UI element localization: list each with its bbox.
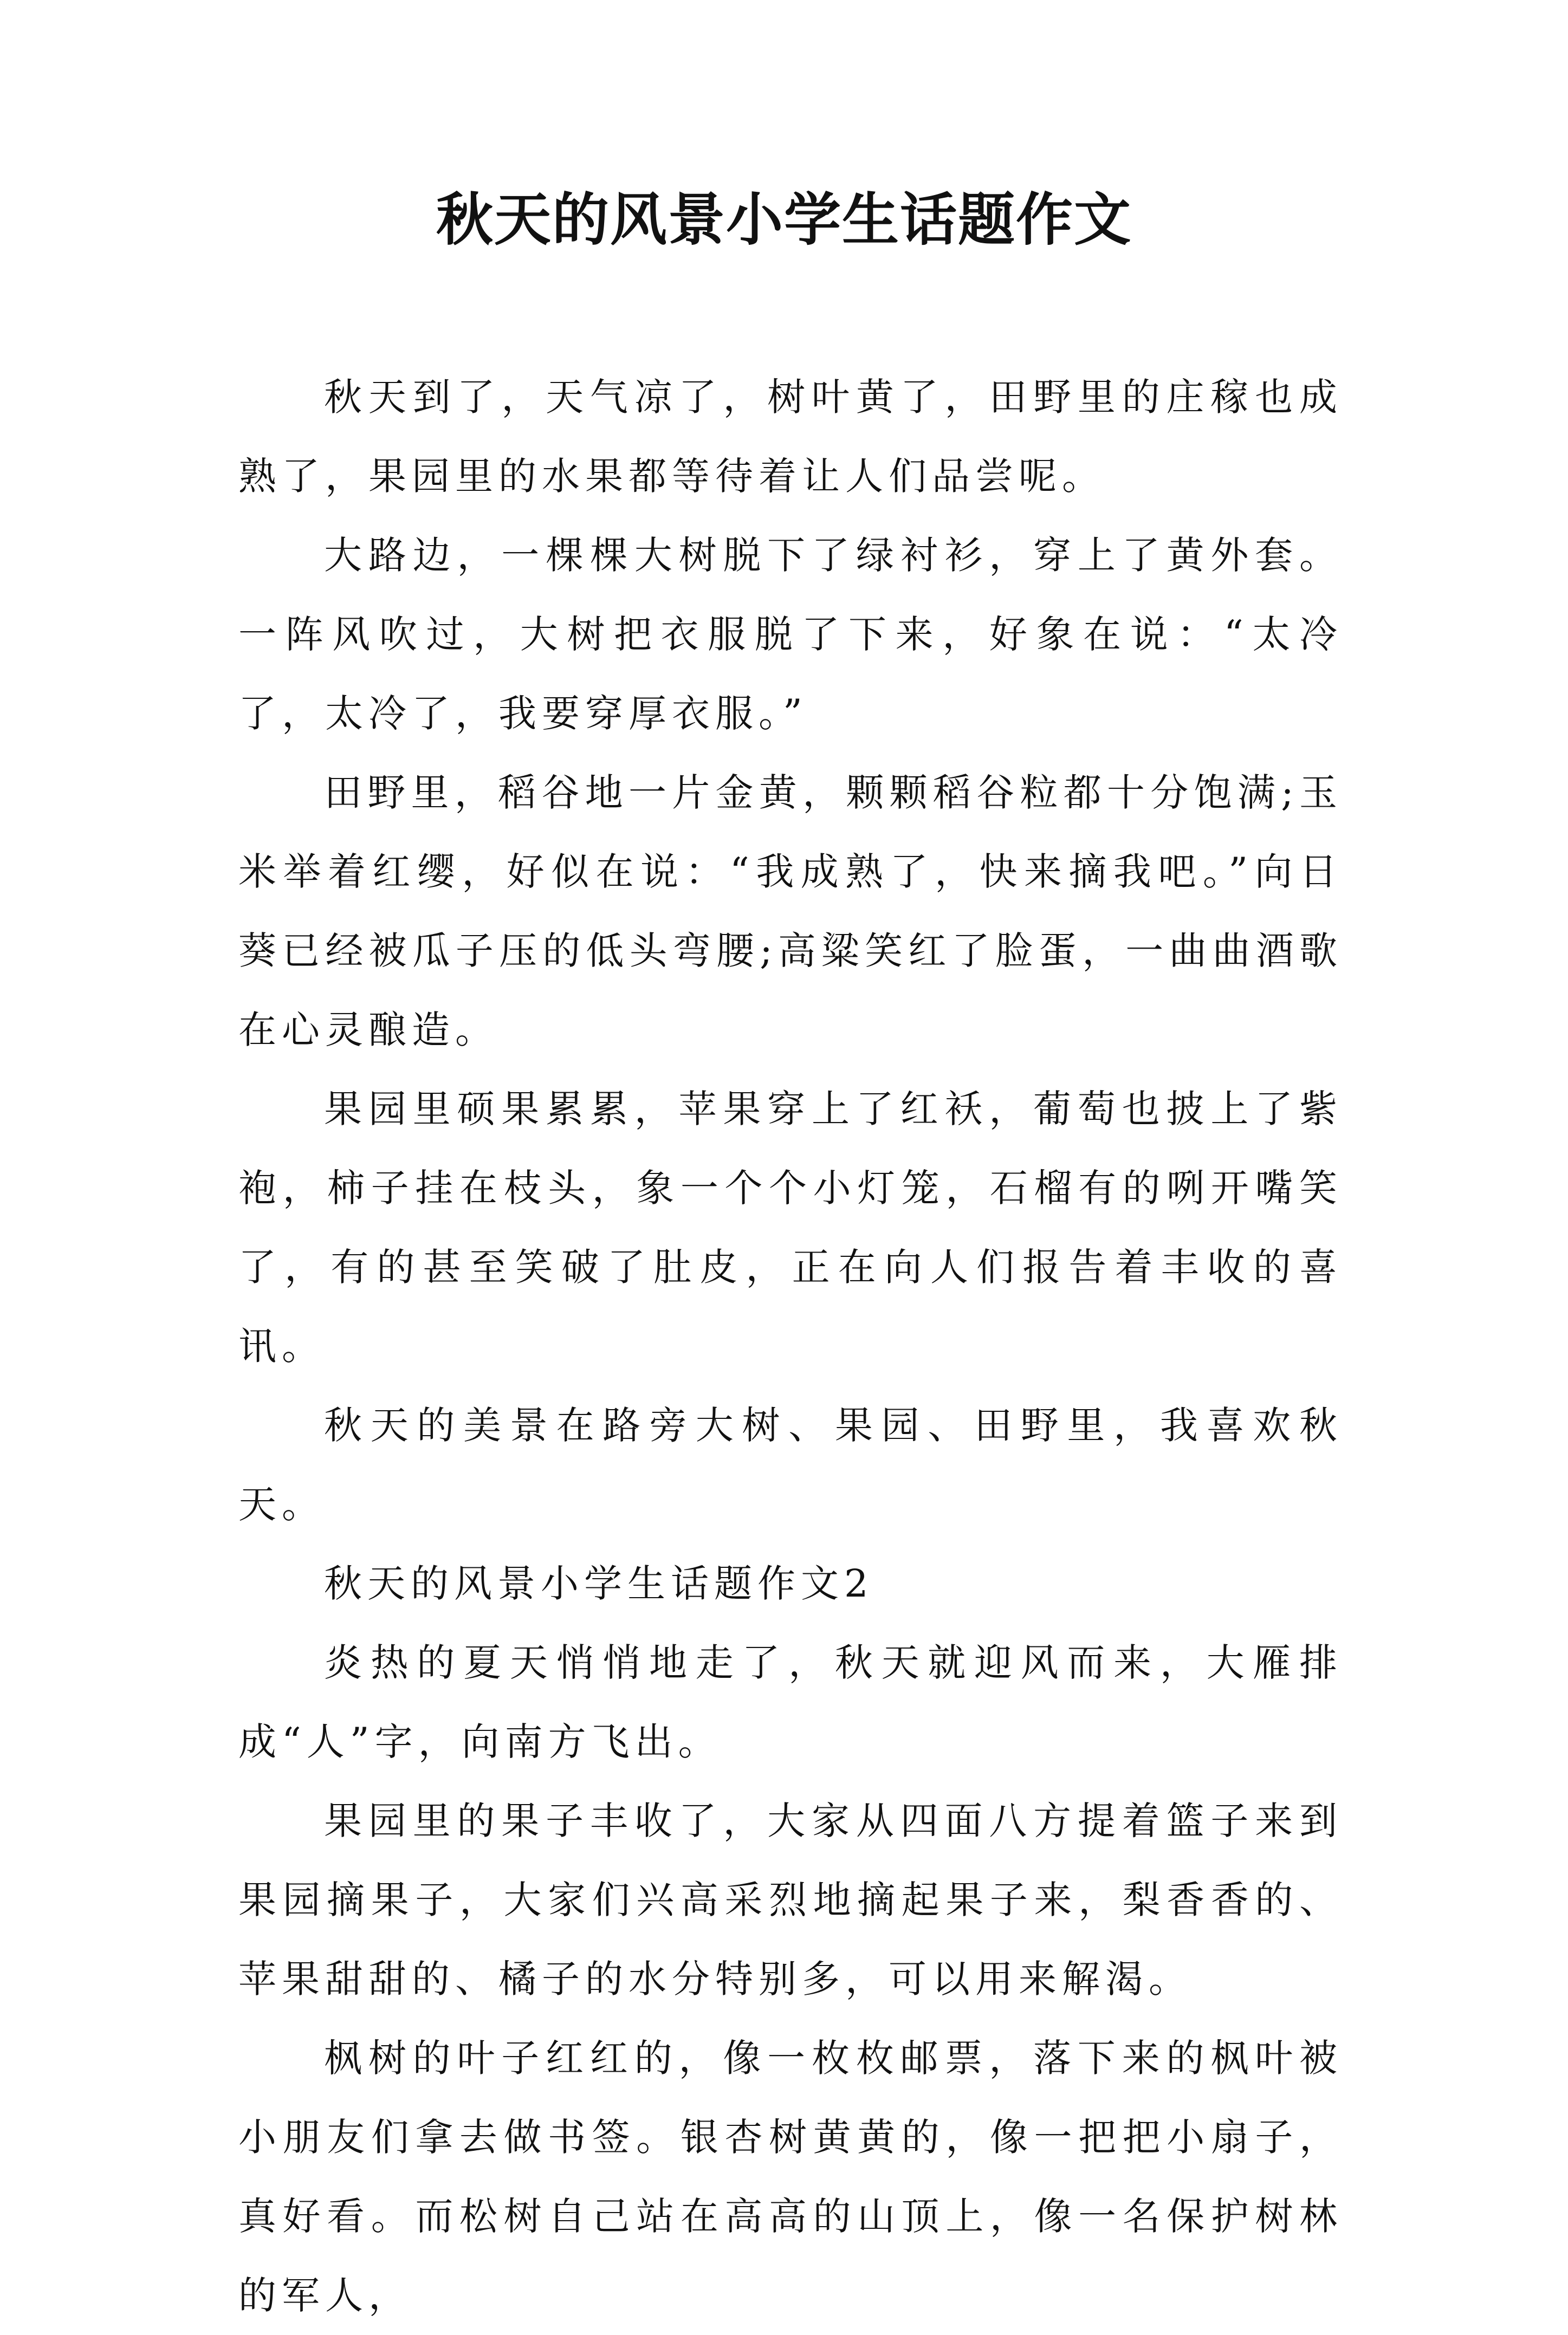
document-body [238,358,1343,2335]
paragraph: 田野里，稻谷地一片金黄，颗颗稻谷粒都十分饱满;玉米举着红缨，好似在说：“我成熟了，快来摘我吧。”向日葵已经被瓜子压的低头弯腰;高粱笑红了脸蛋，一曲曲酒歌在心灵酿造。 [238,770,1343,1052]
section-heading: 秋天的风景小学生话题作文2 [324,1561,874,1606]
paragraph: 果园里硕果累累，苹果穿上了红袄，葡萄也披上了紫袍，柿子挂在枝头，象一个个小灯笼，石榴有的咧开嘴笑了，有的甚至笑破了肚皮，正在向人们报告着丰收的喜讯。 [238,1087,1343,1368]
paragraph: 秋天到了，天气凉了，树叶黄了，田野里的庄稼也成熟了，果园里的水果都等待着让人们品尝呢。 [238,375,1343,498]
paragraph: 秋天的美景在路旁大树、果园、田野里，我喜欢秋天。 [238,1403,1343,1527]
paragraph: 果园里的果子丰收了，大家从四面八方提着篮子来到果园摘果子，大家们兴高采烈地摘起果子来，梨香香的、苹果甜甜的、橘子的水分特别多，可以用来解渴。 [238,1799,1343,2001]
paragraph: 炎热的夏天悄悄地走了，秋天就迎风而来，大雁排成“人”字，向南方飞出。 [238,1640,1343,1764]
paragraph: 枫树的叶子红红的，像一枚枚邮票，落下来的枫叶被小朋友们拿去做书签。银杏树黄黄的，像一把把小扇子，真好看。而松树自己站在高高的山顶上，像一名保护树林的军人， [238,2036,1343,2318]
paragraph: 大路边，一棵棵大树脱下了绿衬衫，穿上了黄外套。一阵风吹过，大树把衣服脱了下来，好象在说：“太冷了，太冷了，我要穿厚衣服。” [238,533,1343,736]
document-title: 秋天的风景小学生话题作文 [436,186,1132,253]
